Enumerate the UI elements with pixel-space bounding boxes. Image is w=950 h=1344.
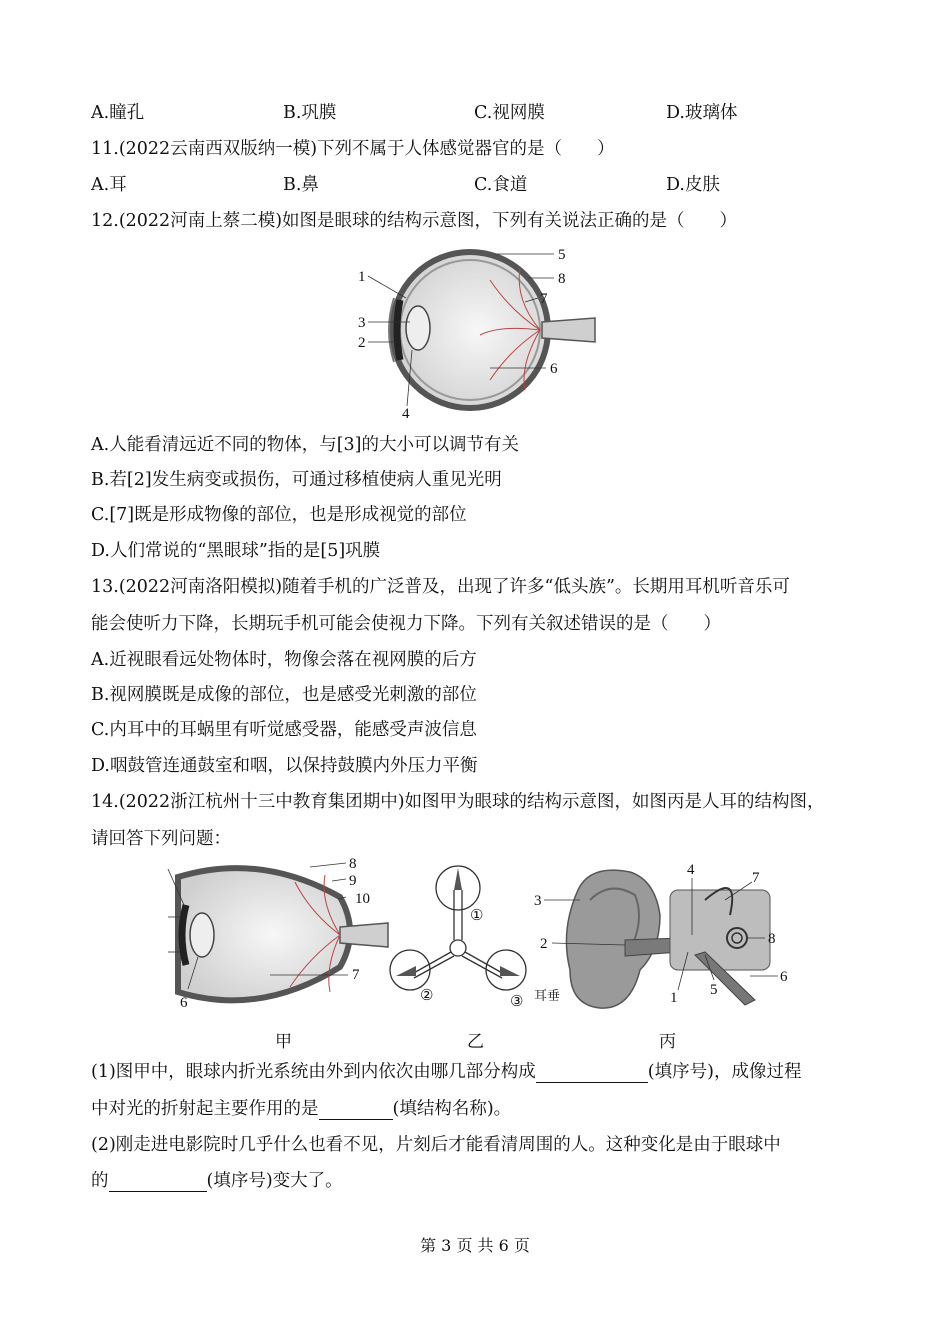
q12-option-b: B.若[2]发生病变或损伤，可通过移植使病人重见光明 (91, 470, 502, 490)
q14-sub1-line2 (91, 1098, 511, 1120)
q13-option-a: A.近视眼看远处物体时，物像会落在视网膜的后方 (91, 650, 477, 670)
q14-stem-line1: 14.(2022浙江杭州十三中教育集团期中)如图甲为眼球的结构示意图，如图丙是人耳的结构图， (91, 792, 825, 812)
q10-option-c: C.视网膜 (474, 103, 545, 123)
q12-label-5: 5 (558, 247, 566, 263)
q13-option-c: C.内耳中的耳蜗里有听觉感受器，能感受声波信息 (91, 720, 477, 740)
q12-option-d: D.人们常说的“黑眼球”指的是[5]巩膜 (91, 541, 381, 561)
bing-label-3: 3 (534, 893, 542, 909)
iris (397, 300, 400, 360)
q10-option-d: D.玻璃体 (666, 103, 738, 123)
bing-label-5: 5 (710, 982, 718, 998)
jia-label-9: 9 (349, 873, 357, 889)
q12-option-c: C.[7]既是形成物像的部位，也是形成视觉的部位 (91, 505, 467, 525)
bing-label-earlobe: 耳垂 (534, 989, 561, 1004)
q13-option-d: D.咽鼓管连通鼓室和咽，以保持鼓膜内外压力平衡 (91, 756, 478, 776)
q11-stem: 11.(2022云南西双版纳一模)下列不属于人体感觉器官的是（ ） (91, 139, 615, 159)
q11-option-a: A.耳 (91, 175, 127, 195)
page-footer: 第 3 页 共 6 页 (420, 1236, 530, 1255)
caption-jia: 甲 (275, 1032, 292, 1052)
eye-diagram-q12 (350, 240, 600, 422)
q10-option-a: A.瞳孔 (91, 103, 145, 123)
q14-stem-line2: 请回答下列问题： (91, 829, 231, 849)
eye-diagram-jia (160, 857, 390, 1017)
q13-option-b: B.视网膜既是成像的部位，也是感受光刺激的部位 (91, 685, 477, 705)
bing-label-1: 1 (670, 990, 678, 1006)
q12-label-1: 1 (358, 269, 366, 285)
bing-label-6: 6 (780, 969, 788, 985)
answer-blank-1[interactable] (536, 1064, 648, 1083)
yi-label-2: ② (420, 988, 434, 1004)
answer-blank-2[interactable] (319, 1101, 393, 1120)
optics-diagram-yi (388, 860, 528, 1020)
jia-label-6: 6 (180, 995, 188, 1011)
jia-label-8: 8 (349, 857, 357, 872)
bing-label-4: 4 (687, 862, 695, 878)
q13-stem-line2: 能会使听力下降，长期玩手机可能会使视力下降。下列有关叙述错误的是（ ） (91, 614, 721, 634)
q14-sub1-text-c: 中对光的折射起主要作用的是 (91, 1099, 319, 1119)
q14-sub2-line1: (2)刚走进电影院时几乎什么也看不见，片刻后才能看清周围的人。这种变化是由于眼球中 (91, 1135, 781, 1155)
jia-label-10: 10 (355, 891, 370, 907)
q11-option-d: D.皮肤 (666, 175, 720, 195)
q12-label-4: 4 (402, 406, 410, 422)
ear-diagram-bing (530, 860, 800, 1015)
q12-label-3: 3 (358, 315, 366, 331)
bing-label-8: 8 (768, 931, 776, 947)
optic-nerve (542, 318, 595, 342)
caption-bing: 丙 (659, 1032, 676, 1052)
q12-stem: 12.(2022河南上蔡二模)如图是眼球的结构示意图，下列有关说法正确的是（ ） (91, 211, 738, 231)
jia-label-7: 7 (352, 967, 360, 983)
q11-option-c: C.食道 (474, 175, 528, 195)
q14-sub1-line1 (91, 1061, 801, 1083)
q12-label-6: 6 (550, 361, 558, 377)
q14-sub2-text-b: (填序号)变大了。 (206, 1171, 343, 1191)
q14-sub2-line2 (91, 1170, 343, 1192)
q14-sub2-text-a: 的 (91, 1171, 109, 1191)
q11-option-b: B.鼻 (283, 175, 319, 195)
lens (406, 306, 430, 350)
q14-sub1-text-d: (填结构名称)。 (392, 1099, 512, 1119)
bing-label-7: 7 (752, 870, 760, 886)
q12-label-2: 2 (358, 335, 366, 351)
bing-label-2: 2 (540, 936, 548, 952)
yi-label-3: ③ (510, 994, 524, 1010)
q10-option-b: B.巩膜 (283, 103, 337, 123)
q12-option-a: A.人能看清远近不同的物体，与[3]的大小可以调节有关 (91, 435, 519, 455)
answer-blank-3[interactable] (109, 1173, 207, 1192)
caption-yi: 乙 (467, 1032, 484, 1052)
yi-label-1: ① (470, 908, 484, 924)
q12-label-8: 8 (558, 271, 566, 287)
q13-stem-line1: 13.(2022河南洛阳模拟)随着手机的广泛普及，出现了许多“低头族”。长期用耳机听音乐可 (91, 577, 790, 597)
q14-sub1-text-a: (1)图甲中，眼球内折光系统由外到内依次由哪几部分构成 (91, 1062, 536, 1082)
q12-label-7: 7 (540, 291, 548, 307)
q14-sub1-text-b: (填序号)，成像过程 (647, 1062, 802, 1082)
